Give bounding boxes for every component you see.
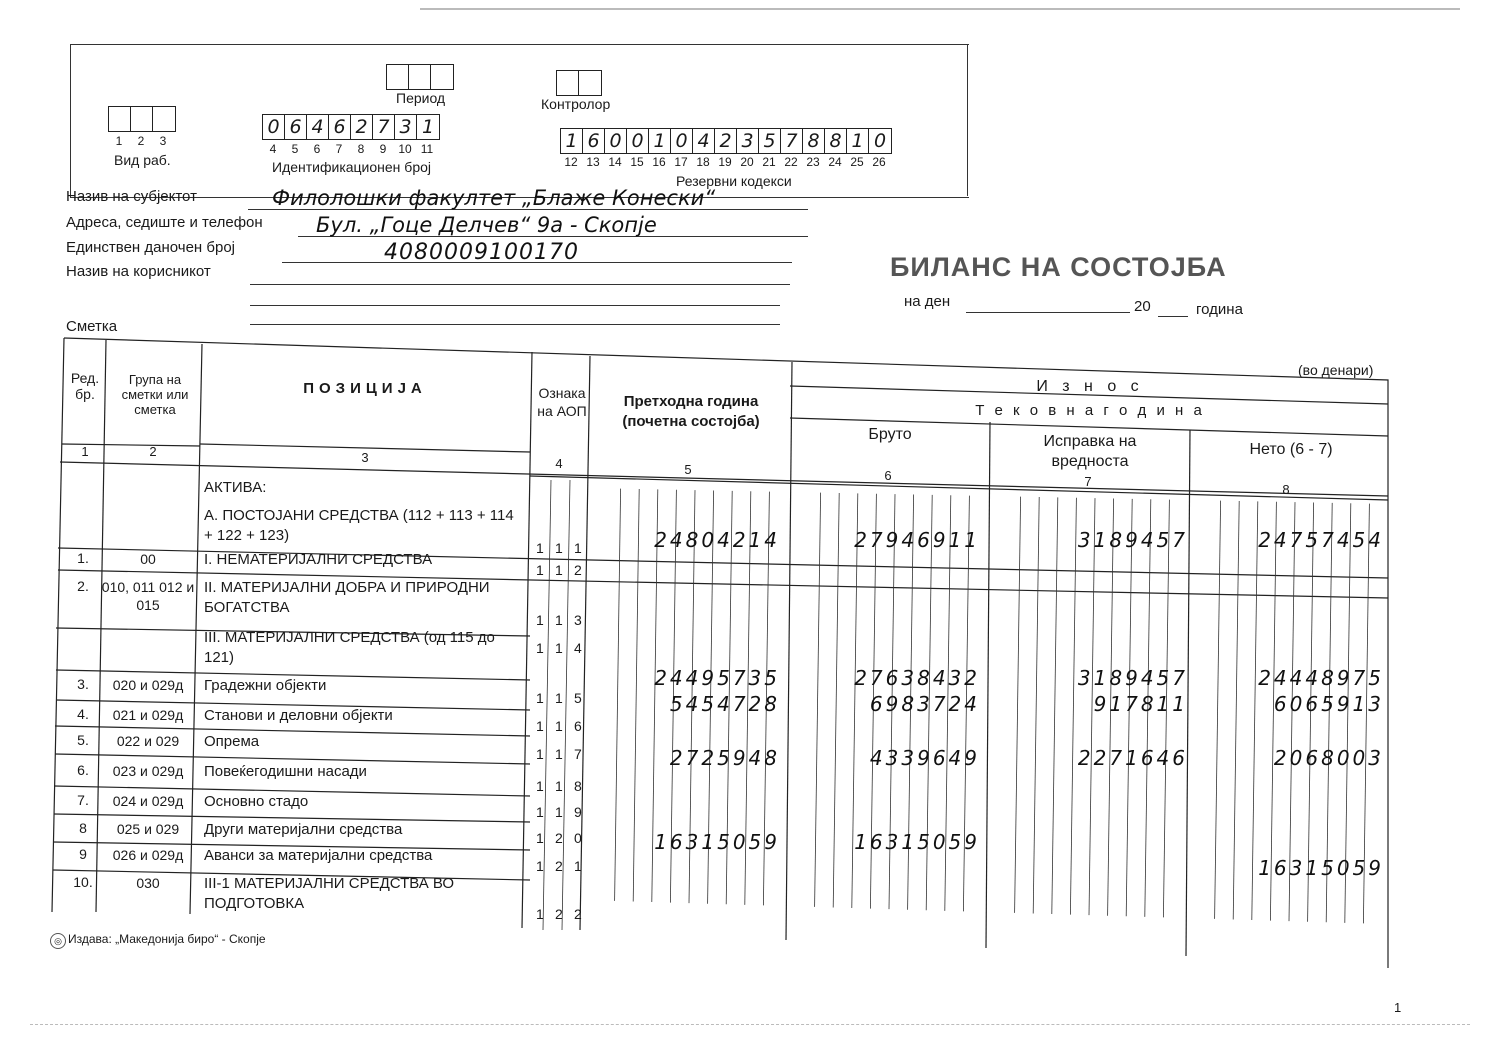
row-value-v7: 2271646 — [1077, 746, 1188, 770]
vid-rab-label: Вид раб. — [114, 152, 171, 168]
row-ordinal: 10. — [73, 874, 93, 890]
row-value-v5: 2725948 — [669, 746, 780, 770]
publisher-logo-icon: ◎ — [50, 933, 66, 949]
row-aop-digit: 3 — [574, 612, 582, 628]
col-header-ordinal: Ред. бр. — [70, 370, 100, 402]
row-aop-digit: 2 — [574, 562, 582, 578]
row-aop-digit: 2 — [555, 906, 563, 922]
row-value-v6: 27946911 — [854, 528, 980, 552]
address-label: Адреса, седиште и телефон — [66, 214, 263, 231]
row-aop-digit: 1 — [555, 640, 563, 656]
row-aop-digit: 1 — [536, 906, 544, 922]
row-ordinal: 7. — [77, 792, 89, 808]
col-header-net: Нето (6 - 7) — [1249, 441, 1333, 458]
row-aop-digit: 2 — [574, 906, 582, 922]
row-ordinal: 9 — [79, 846, 87, 862]
account-label: Сметка — [66, 318, 118, 335]
subject-name-label: Назив на субјектот — [66, 188, 197, 205]
row-position: Повеќегодишни насади — [204, 763, 367, 780]
row-group: 024 и 029д — [112, 793, 184, 809]
row-aop-digit: 9 — [574, 804, 582, 820]
row-value-v5: 5454728 — [669, 692, 780, 716]
date-label: на ден — [904, 293, 951, 310]
col-number-2: 2 — [149, 444, 157, 459]
row-aop-digit: 1 — [536, 640, 544, 656]
row-aop-digit: 1 — [555, 540, 563, 556]
row-group: 00 — [140, 551, 156, 567]
year-suffix: година — [1196, 301, 1243, 318]
id-number-label: Идентификационен број — [272, 159, 432, 175]
row-aop-digit: 1 — [536, 540, 544, 556]
row-aop-digit: 1 — [574, 540, 582, 556]
year-prefix: 20 — [1134, 298, 1151, 315]
row-group: 010, 011 012 и 015 — [101, 579, 195, 613]
row-value-v6: 16315059 — [854, 830, 980, 854]
row-value-v8: 24757454 — [1258, 528, 1384, 552]
row-aop-digit: 2 — [555, 858, 563, 874]
row-group: 030 — [136, 875, 160, 891]
id-number-boxes: 0 6 4 6 2 7 3 1 — [262, 114, 440, 140]
header-current-year: Т е к о в н а г о д и н а — [975, 402, 1205, 419]
col-header-gross: Бруто — [868, 426, 912, 443]
row-aop-digit: 1 — [555, 746, 563, 762]
row-ordinal: 3. — [77, 676, 89, 692]
row-value-v8: 2068003 — [1273, 746, 1384, 770]
row-position: Станови и деловни објекти — [204, 707, 393, 724]
row-group: 021 и 029д — [112, 707, 184, 723]
row-group: 022 и 029 — [116, 733, 180, 749]
row-aop-digit: 1 — [536, 612, 544, 628]
user-name-label: Назив на корисникот — [66, 263, 211, 280]
vid-rab-numbers: 1 2 3 — [115, 134, 167, 148]
row-aop-digit: 7 — [574, 746, 582, 762]
col-number-1: 1 — [81, 444, 89, 459]
row-value-v7: 917811 — [1093, 692, 1188, 716]
row-ordinal: 8 — [79, 820, 87, 836]
row-value-v5: 24495735 — [654, 666, 780, 690]
row-position: III-1 МАТЕРИЈАЛНИ СРЕДСТВА ВО ПОДГОТОВКА — [204, 875, 455, 912]
row-aop-digit: 6 — [574, 718, 582, 734]
tax-number-label: Единствен даночен број — [66, 239, 235, 256]
row-group: 025 и 029 — [116, 821, 180, 837]
row-group: 026 и 029д — [112, 847, 184, 863]
row-aop-digit: 1 — [574, 858, 582, 874]
row-aop-digit: 1 — [555, 562, 563, 578]
row-value-v7: 3189457 — [1077, 666, 1188, 690]
address-value: Бул. „Гоце Делчев“ 9а - Скопје — [316, 213, 657, 237]
row-aop-digit: 1 — [536, 778, 544, 794]
row-aop-digit: 1 — [536, 690, 544, 706]
col-header-previous-year: Претходна година (почетна состојба) — [622, 393, 760, 430]
period-label: Период — [396, 90, 446, 106]
col-number-3: 3 — [361, 450, 369, 465]
row-value-v6: 6983724 — [869, 692, 980, 716]
row-aop-digit: 1 — [555, 804, 563, 820]
row-aop-digit: 0 — [574, 830, 582, 846]
reserve-code-label: Резервни кодекси — [676, 173, 792, 189]
row-aop-digit: 1 — [555, 612, 563, 628]
row-group: 020 и 029д — [112, 677, 184, 693]
row-position: II. МАТЕРИЈАЛНИ ДОБРА И ПРИРОДНИ БОГАТСТВА — [204, 579, 490, 616]
tax-number-value: 4080009100170 — [384, 240, 579, 265]
row-ordinal: 1. — [77, 550, 89, 566]
row-ordinal: 2. — [77, 578, 89, 594]
col-number-5: 5 — [684, 462, 692, 477]
page-number: 1 — [1394, 1000, 1402, 1015]
row-value-v8: 6065913 — [1273, 692, 1384, 716]
row-aop-digit: 1 — [555, 778, 563, 794]
row-value-v6: 4339649 — [869, 746, 980, 770]
col-number-4: 4 — [555, 456, 563, 471]
row-group: 023 и 029д — [112, 763, 184, 779]
row-position: Основно стадо — [204, 793, 309, 810]
row-value-v8: 24448975 — [1258, 666, 1384, 690]
row-aop-digit: 2 — [555, 830, 563, 846]
row-aop-digit: 1 — [536, 718, 544, 734]
row-position: АКТИВА: — [204, 479, 267, 496]
row-value-v6: 27638432 — [854, 666, 980, 690]
row-position: Други материјални средства — [204, 821, 403, 838]
row-ordinal: 4. — [77, 706, 89, 722]
row-aop-digit: 1 — [555, 718, 563, 734]
col-header-aop: Ознака на АОП — [537, 385, 587, 419]
row-aop-digit: 1 — [536, 804, 544, 820]
row-ordinal: 6. — [77, 762, 89, 778]
row-aop-digit: 1 — [536, 830, 544, 846]
row-position: А. ПОСТОЈАНИ СРЕДСТВА (112 + 113 + 114 + 122 + 123) — [204, 507, 514, 544]
document-title: БИЛАНС НА СОСТОЈБА — [890, 252, 1227, 282]
row-value-v5: 16315059 — [654, 830, 780, 854]
row-aop-digit: 1 — [555, 690, 563, 706]
row-aop-digit: 1 — [536, 858, 544, 874]
row-value-v8: 16315059 — [1258, 856, 1384, 880]
row-aop-digit: 8 — [574, 778, 582, 794]
col-number-6: 6 — [884, 468, 892, 483]
currency-note: (во денари) — [1298, 362, 1374, 378]
col-number-7: 7 — [1084, 474, 1092, 489]
reserve-code-boxes: 1 6 0 0 1 0 4 2 3 5 7 8 8 1 0 — [560, 128, 892, 154]
row-position: Опрема — [204, 733, 260, 750]
col-header-correction: Исправка на вредноста — [1043, 433, 1137, 470]
publisher-note: Издава: „Македонија биро“ - Скопје — [68, 932, 266, 946]
header-amount: И з н о с — [1036, 378, 1144, 395]
col-header-group: Група на сметки или сметка — [121, 372, 189, 417]
row-position: Градежни објекти — [204, 677, 327, 694]
col-header-position: ПОЗИЦИЈА — [303, 380, 427, 397]
row-position: III. МАТЕРИЈАЛНИ СРЕДСТВА (од 115 до 121) — [204, 629, 495, 666]
row-value-v5: 24804214 — [654, 528, 780, 552]
row-value-v7: 3189457 — [1077, 528, 1188, 552]
col-number-8: 8 — [1282, 482, 1290, 497]
id-number-positions: 4 5 6 7 8 9 10 11 — [269, 142, 434, 156]
row-aop-digit: 4 — [574, 640, 582, 656]
row-ordinal: 5. — [77, 732, 89, 748]
row-position: I. НЕМАТЕРИЈАЛНИ СРЕДСТВА — [204, 551, 433, 568]
subject-name-value: Филолошки факултет „Блаже Конески“ — [272, 186, 716, 210]
row-position: Аванси за материјални средства — [204, 847, 433, 864]
row-aop-digit: 1 — [536, 746, 544, 762]
row-aop-digit: 1 — [536, 562, 544, 578]
row-aop-digit: 5 — [574, 690, 582, 706]
controller-label: Контролор — [541, 96, 611, 112]
reserve-code-positions: 12 13 14 15 16 17 18 19 20 21 22 23 24 25 26 — [564, 155, 886, 169]
